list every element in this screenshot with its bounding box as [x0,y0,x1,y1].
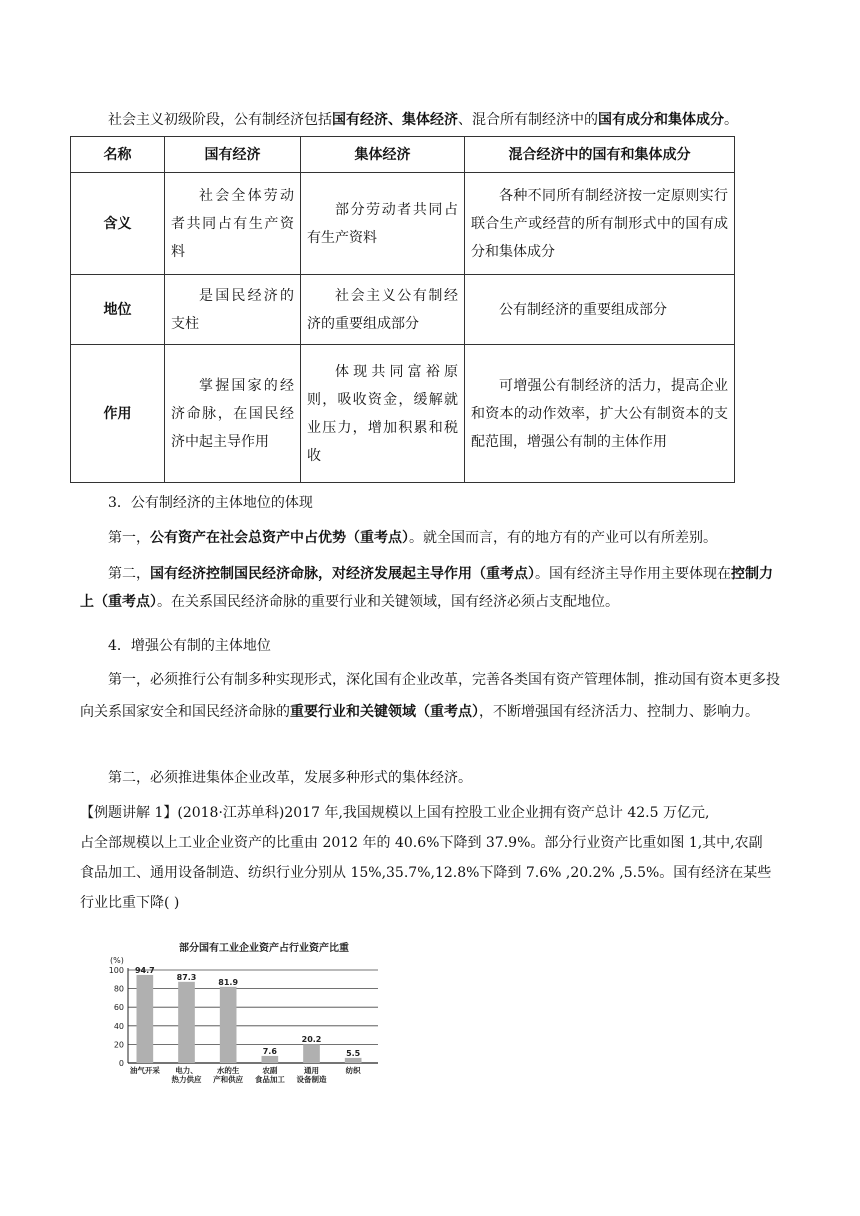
chart-svg [96,940,396,1090]
table-cell: 可增强公有制经济的活力，提高企业和资本的动作效率，扩大公有制资本的支配范围，增强公有制的主体作用 [465,345,735,483]
public-ownership-table [70,136,735,483]
x-tick-label: 农副 [262,1066,278,1075]
row-label: 作用 [71,345,165,483]
x-tick-label: 热力供应 [171,1075,202,1084]
y-tick-label: 20 [113,1040,124,1050]
example-line: 【例题讲解 1】(2018·江苏单科)2017 年,我国规模以上国有控股工业企业拥有资产总计 42.5 万亿元, [80,805,710,821]
y-tick-label: 80 [113,984,124,994]
y-tick-label: 60 [113,1003,124,1013]
y-tick-label: 40 [113,1021,124,1031]
y-tick-label: 100 [108,966,124,975]
bar [220,987,237,1063]
row-label: 地位 [71,275,165,345]
bar [178,982,195,1063]
y-axis-label: (%) [110,956,124,965]
x-tick-label: 电力、 [175,1066,198,1075]
section-3-paragraph-1: 第一，公有资产在社会总资产中占优势（重考点）。就全国而言，有的地方有的产业可以有所差别。 [108,530,717,546]
table-cell: 社会全体劳动者共同占有生产资料 [165,173,301,275]
x-tick-label: 油气开采 [129,1066,160,1075]
asset-share-bar-chart [96,940,396,1090]
example-line: 食品加工、通用设备制造、纺织行业分别从 15%,35.7%,12.8%下降到 7.6% ,20.2% ,5.5%。国有经济在某些 [80,865,772,881]
example-line: 行业比重下降( ) [80,895,180,911]
table-header-cell: 国有经济 [165,137,301,173]
table-cell: 各种不同所有制经济按一定原则实行联合生产或经营的所有制形式中的国有成分和集体成分 [465,173,735,275]
chart-title: 部分国有工业企业资产占行业资产比重 [179,943,349,954]
table-cell: 体现共同富裕原则，吸收资金，缓解就业压力，增加积累和税收 [301,345,465,483]
bar [137,975,154,1063]
table-header-cell: 集体经济 [301,137,465,173]
table-cell: 公有制经济的重要组成部分 [465,275,735,345]
bar-value-label: 5.5 [346,1048,361,1058]
section-4-heading: 4．增强公有制的主体地位 [108,638,271,654]
bar [345,1058,362,1063]
section-4-paragraph-2: 第二，必须推进集体企业改革，发展多种形式的集体经济。 [108,770,472,786]
bar-value-label: 7.6 [262,1046,277,1056]
row-label: 含义 [71,173,165,275]
table-header-row [71,137,735,173]
table-cell: 社会主义公有制经济的重要组成部分 [301,275,465,345]
table-cell: 部分劳动者共同占有生产资料 [301,173,465,275]
x-tick-label: 水的生 [216,1066,240,1075]
example-question [80,798,790,918]
table-cell: 是国民经济的支柱 [165,275,301,345]
table-row [71,345,735,483]
x-tick-label: 食品加工 [254,1075,285,1084]
intro-paragraph: 社会主义初级阶段，公有制经济包括国有经济、集体经济、混合所有制经济中的国有成分和集体成分。 [108,112,738,128]
x-tick-label: 产和供应 [213,1075,244,1084]
table-cell: 掌握国家的经济命脉，在国民经济中起主导作用 [165,345,301,483]
table-row [71,173,735,275]
bar-value-label: 20.2 [301,1035,322,1045]
bar-value-label: 81.9 [218,977,239,987]
bar-value-label: 87.3 [176,972,197,982]
x-tick-label: 通用 [304,1066,319,1075]
section-3-heading: 3．公有制经济的主体地位的体现 [108,495,313,511]
bar [262,1056,279,1063]
table-header-cell: 混合经济中的国有和集体成分 [465,137,735,173]
x-tick-label: 设备制造 [296,1075,327,1084]
bar-value-label: 94.7 [134,965,155,975]
table-row [71,275,735,345]
bar [303,1044,320,1063]
section-3-paragraph-2: 第二，国有经济控制国民经济命脉，对经济发展起主导作用（重考点）。国有经济主导作用主要体现在控制力上（重考点）。在关系国民经济命脉的重要行业和关键领域，国有经济必须占支配地位。 [80,566,773,610]
x-tick-label: 纺织 [345,1066,361,1075]
section-4-paragraph-1: 第一，必须推行公有制多种实现形式，深化国有企业改革，完善各类国有资产管理体制，推动国有资本更多投向关系国家安全和国民经济命脉的重要行业和关键领域（重考点），不断增强国有经济活力、控制力、影响力。 [80,672,780,720]
table-header-cell: 名称 [71,137,165,173]
y-tick-label: 0 [118,1059,124,1068]
example-line: 占全部规模以上工业企业资产的比重由 2012 年的 40.6%下降到 37.9%。部分行业资产比重如图 1,其中,农副 [80,835,763,851]
